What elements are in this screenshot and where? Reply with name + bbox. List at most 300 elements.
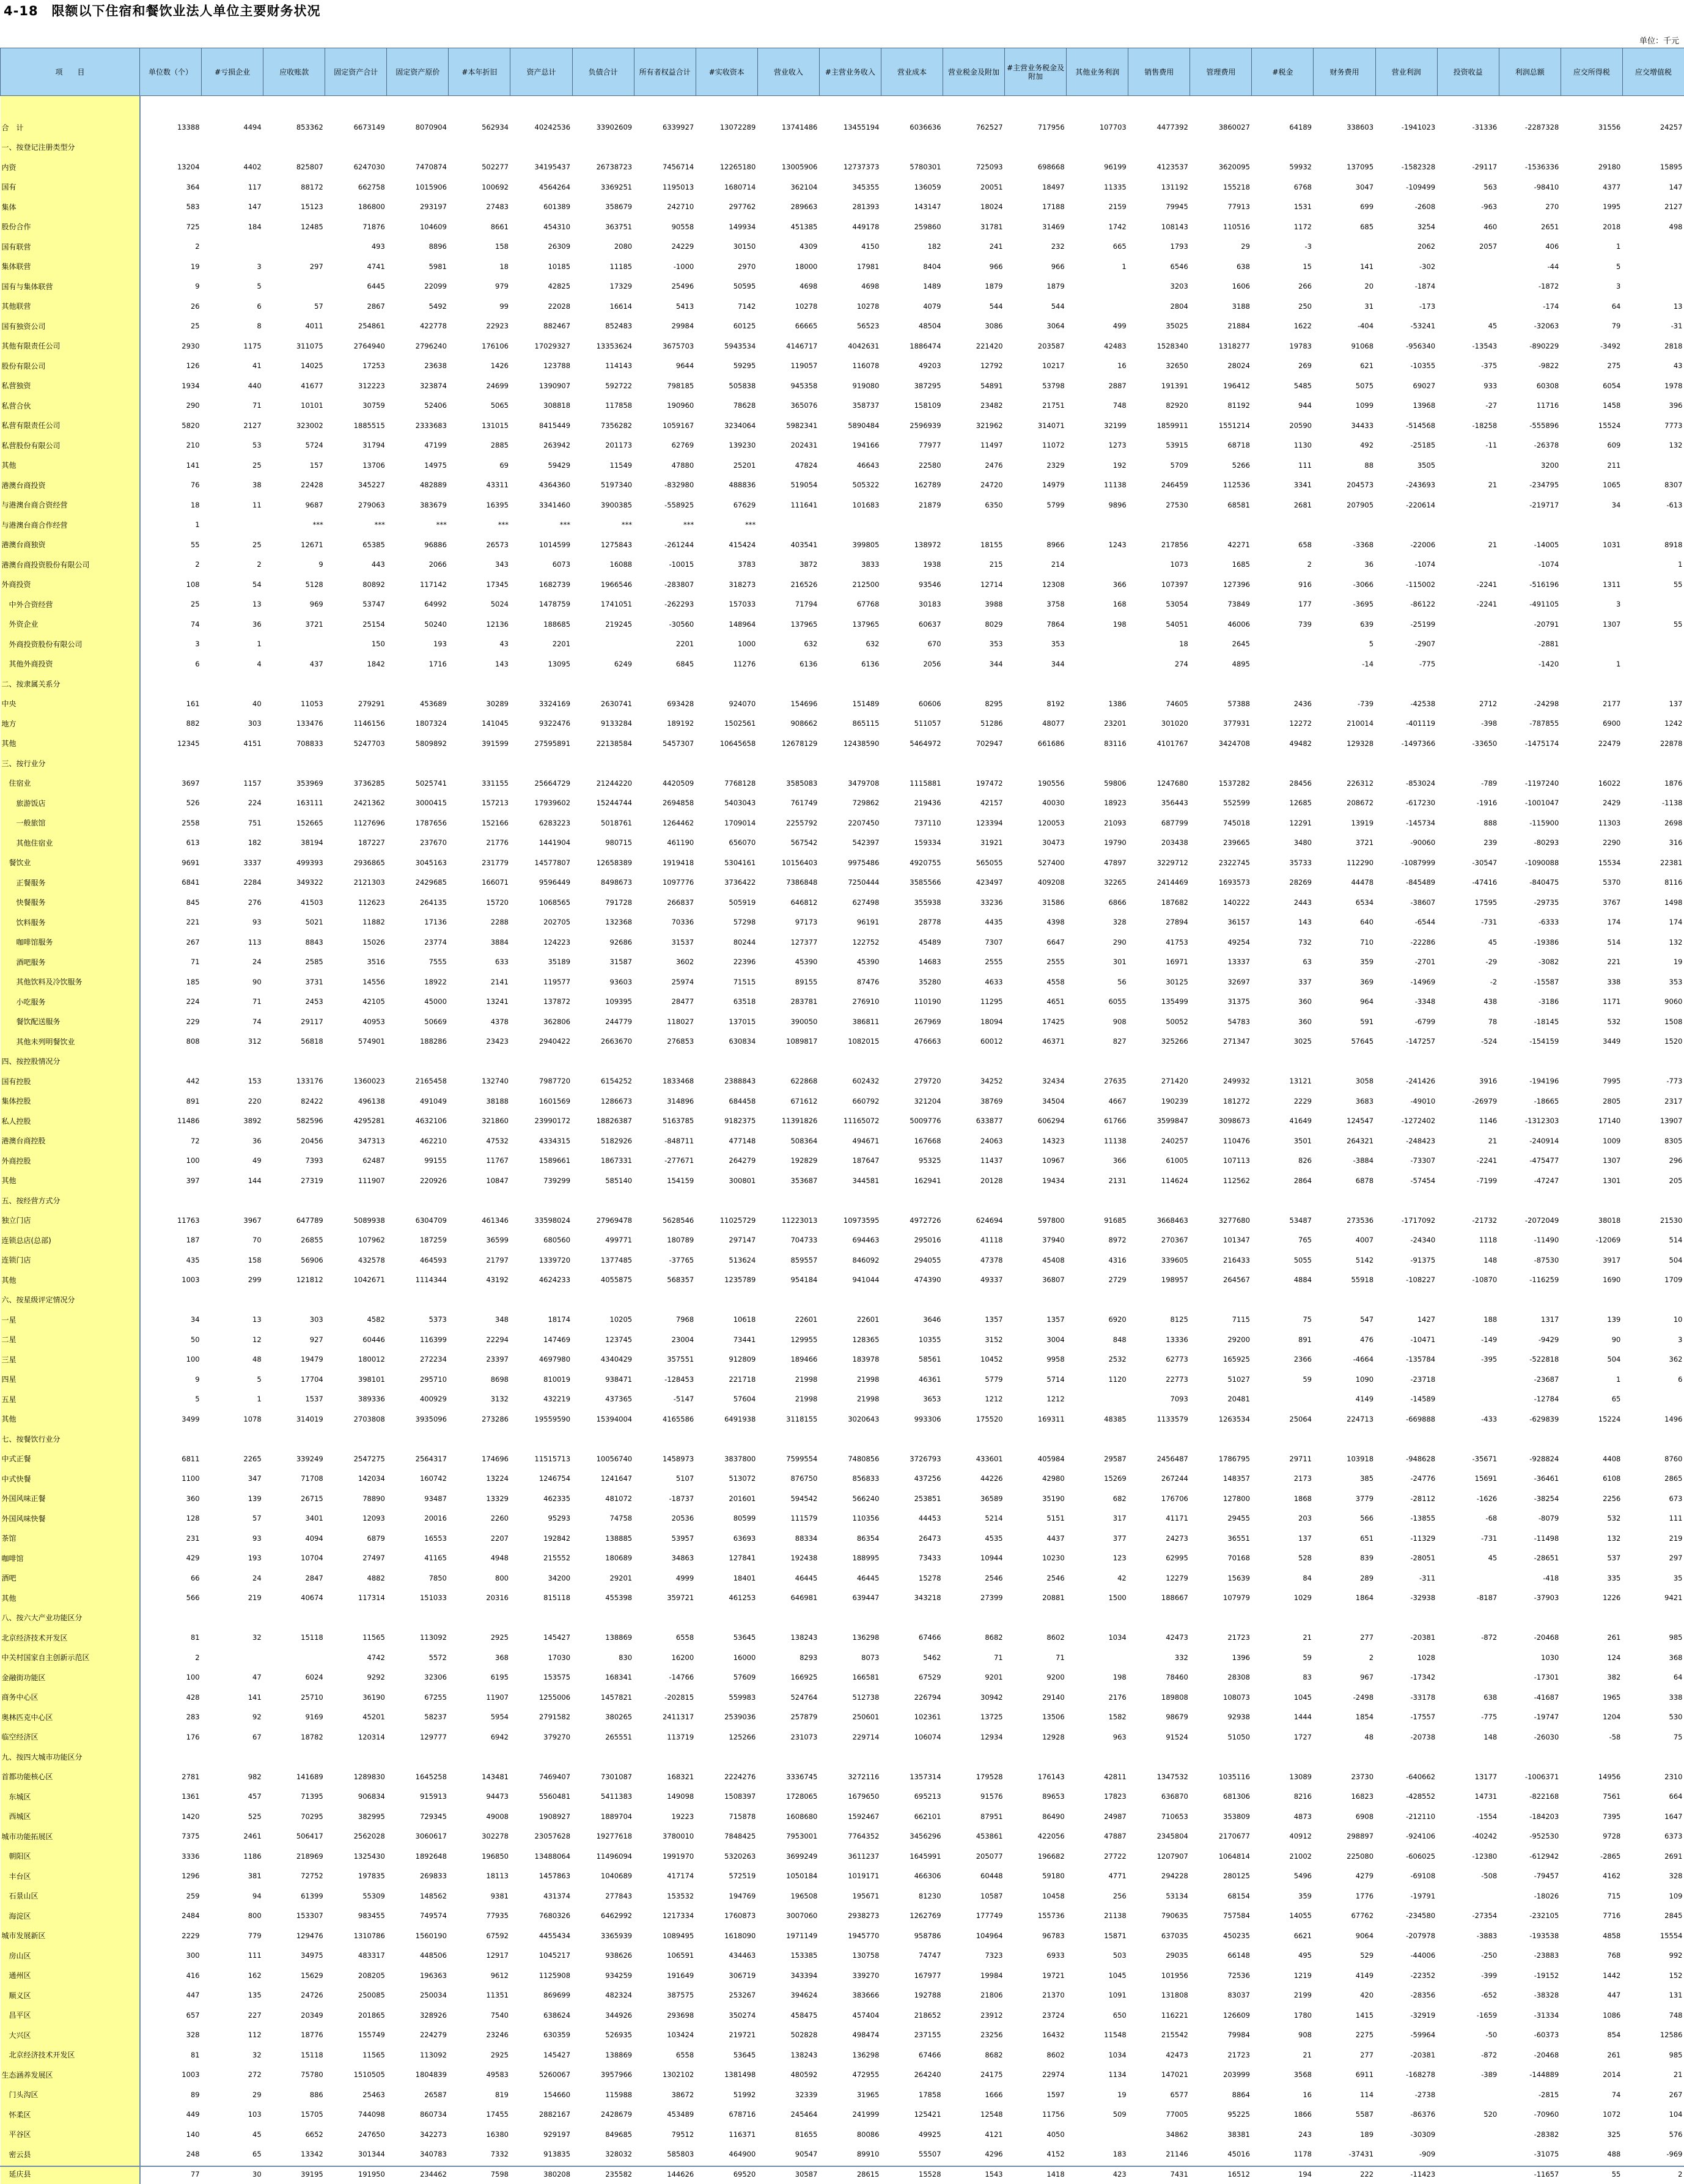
table-cell: 48 [202,1349,263,1370]
table-cell: -6333 [1499,912,1561,932]
table-cell: 31556 [1561,117,1622,138]
table-cell: 4123537 [1128,157,1190,177]
table-row [1,893,1684,913]
table-cell [449,138,510,158]
table-cell: 7764352 [819,1826,881,1846]
table-cell: -18026 [1499,1886,1561,1906]
table-cell: 74747 [881,1946,943,1966]
table-cell: 300801 [696,1171,757,1191]
table-cell: 1286673 [572,1091,634,1112]
table-cell: 109 [1622,1886,1684,1906]
table-cell: -10870 [1437,1270,1499,1290]
table-cell: -1000 [634,257,696,277]
table-cell: 6621 [1252,1926,1314,1946]
table-cell: 13336 [1128,1330,1190,1350]
header-column: #实收资本 [696,48,757,96]
table-cell: 96886 [387,535,449,555]
table-cell: 1991970 [634,1846,696,1867]
table-cell: 7555 [387,952,449,972]
table-cell: 9644 [634,356,696,376]
table-cell: -24298 [1499,694,1561,714]
table-row [1,1389,1684,1409]
table-cell: 4697980 [510,1349,572,1370]
table-cell: 110356 [819,1508,881,1529]
table-cell [1499,1608,1561,1628]
table-cell: 6546 [1128,257,1190,277]
table-cell: 141 [202,1688,263,1708]
table-cell: 264279 [696,1151,757,1171]
table-cell: 5 [140,1389,202,1409]
table-cell: 3365939 [572,1926,634,1946]
table-cell: 1212 [1005,1389,1067,1409]
table-cell: 193 [202,1548,263,1568]
table-row [1,932,1684,953]
table-cell: 24987 [1067,1807,1128,1827]
table-cell: 1045 [1252,1688,1314,1708]
table-cell: 344581 [819,1171,881,1191]
table-cell: 214 [1005,555,1067,575]
table-cell: 201601 [696,1489,757,1509]
table-cell [1190,1190,1252,1211]
table-cell [819,753,881,773]
table-cell: -731 [1437,1529,1499,1549]
table-row [1,1111,1684,1131]
table-cell: 665 [1067,237,1128,257]
table-cell: 710 [1314,932,1375,953]
table-cell: 505919 [696,893,757,913]
table-cell: 196508 [757,1886,819,1906]
row-label: 中式快餐 [1,1469,140,1489]
table-cell: 83116 [1067,734,1128,754]
table-cell: 11138 [1067,475,1128,495]
row-label: 私人控股 [1,1111,140,1131]
table-cell: 168321 [634,1767,696,1787]
table-cell [1067,1429,1128,1449]
table-cell: 1786795 [1190,1449,1252,1469]
table-cell: 969 [263,594,325,614]
table-cell: 3988 [943,594,1005,614]
table-cell: 19783 [1252,336,1314,356]
table-row [1,2065,1684,2085]
table-cell: 23774 [387,932,449,953]
table-cell: 8896 [387,237,449,257]
table-cell: 938626 [572,1946,634,1966]
table-cell: 1971149 [757,1926,819,1946]
table-cell: 8070904 [387,117,449,138]
table-cell [1375,1747,1437,1767]
table-cell [1561,753,1622,773]
table-cell: 572519 [696,1866,757,1886]
table-cell: 22138584 [572,734,634,754]
table-cell: 1045 [1067,1966,1128,1986]
table-cell: 100 [140,1349,202,1370]
table-cell: 383679 [387,495,449,515]
table-cell: 2796240 [387,336,449,356]
table-cell: 12345 [140,734,202,754]
table-cell: 29455 [1190,1508,1252,1529]
table-cell: -232105 [1499,1906,1561,1926]
table-cell: -59964 [1375,2025,1437,2045]
table-cell: 16432 [1005,2025,1067,2045]
table-cell: 7987720 [510,1071,572,1091]
table-cell [202,515,263,535]
table-cell: -1420 [1499,654,1561,674]
table-cell: 5809892 [387,734,449,754]
table-cell: 9691 [140,853,202,873]
table-cell [1622,674,1684,694]
table-cell: 10230 [1005,1548,1067,1568]
table-cell: 343218 [881,1588,943,1608]
table-cell: 61005 [1128,1151,1190,1171]
header-column: 负债合计 [572,48,634,96]
table-cell: 16 [1067,356,1128,376]
header-column: #主营业务收入 [819,48,881,96]
table-cell [449,674,510,694]
table-cell [510,1747,572,1767]
row-label: 外商投资股份有限公司 [1,634,140,654]
table-cell: 6462992 [572,1906,634,1926]
table-cell: 708833 [263,734,325,754]
table-cell: 316 [1622,833,1684,853]
table-cell [263,237,325,257]
table-cell: 4378 [449,1012,510,1032]
table-cell: 5413 [634,297,696,317]
table-cell: 45408 [1005,1250,1067,1271]
table-cell: 499771 [572,1230,634,1250]
table-cell: -11490 [1499,1230,1561,1250]
table-cell: 982 [202,1767,263,1787]
table-cell: 2940422 [510,1031,572,1052]
table-cell: 165925 [1190,1349,1252,1370]
table-cell: 40912 [1252,1826,1314,1846]
table-cell [1067,1389,1128,1409]
table-row [1,1588,1684,1608]
table-cell: -404 [1314,316,1375,336]
table-cell: 34433 [1314,416,1375,436]
table-cell: 673 [1622,1489,1684,1509]
table-cell: 1347532 [1128,1767,1190,1787]
table-cell [1622,1052,1684,1072]
table-cell [1561,1190,1622,1211]
table-cell: 2847 [263,1568,325,1588]
table-cell: 17823 [1067,1787,1128,1807]
table-cell: 481072 [572,1489,634,1509]
table-cell: 369 [1314,972,1375,992]
table-cell: 314071 [1005,416,1067,436]
table-cell [1067,674,1128,694]
table-cell: 127396 [1190,575,1252,595]
table-cell: 9322476 [510,714,572,734]
table-cell: 621 [1314,356,1375,376]
table-cell: 6652 [263,2125,325,2145]
table-cell: 41171 [1128,1508,1190,1529]
table-cell: 22974 [1005,2065,1067,2085]
table-cell: 638624 [510,2005,572,2026]
table-cell: 224713 [1314,1409,1375,1430]
table-row [1,773,1684,794]
table-cell: 5890484 [819,416,881,436]
table-cell: -3492 [1561,336,1622,356]
table-cell: 17345 [449,575,510,595]
table-cell: -154159 [1499,1031,1561,1052]
table-cell: 11497 [943,435,1005,456]
table-cell: 1089817 [757,1031,819,1052]
table-cell: 15691 [1437,1469,1499,1489]
table-cell: -29 [1437,952,1499,972]
table-cell: 1793 [1128,237,1190,257]
table-cell: 353 [943,634,1005,654]
table-cell: 3456296 [881,1826,943,1846]
table-cell: 22601 [757,1310,819,1330]
table-cell: 49583 [449,2065,510,2085]
table-cell: 1978 [1622,376,1684,396]
table-cell: 57604 [696,1389,757,1409]
table-cell: 55 [140,535,202,555]
table-cell: 12136 [449,614,510,635]
header-column: 所有者权益合计 [634,48,696,96]
table-cell: 576 [1622,2125,1684,2145]
table-cell: 27635 [1067,1071,1128,1091]
row-label: 外国风味快餐 [1,1508,140,1529]
table-cell: 992 [1622,1946,1684,1966]
table-cell: 791728 [572,893,634,913]
table-cell: 2970 [696,257,757,277]
table-cell: 61766 [1067,1111,1128,1131]
table-cell: -8187 [1437,1588,1499,1608]
table-cell: 19721 [1005,1966,1067,1986]
table-cell: 26587 [387,2085,449,2105]
table-cell: 10645658 [696,734,757,754]
table-cell: 308818 [510,396,572,416]
table-cell: 1120 [1067,1370,1128,1390]
table-cell: 127800 [1190,1489,1252,1509]
table-cell: 20128 [943,1171,1005,1191]
table-cell: 137 [1252,1529,1314,1549]
table-cell: 55918 [1314,1270,1375,1290]
table-cell: 2532 [1067,1349,1128,1370]
table-cell [1190,515,1252,535]
table-cell: 6055 [1067,992,1128,1012]
table-cell: 253851 [881,1489,943,1509]
table-cell [943,1608,1005,1628]
table-cell: 6673149 [325,117,387,138]
table-cell: 848 [1067,1330,1128,1350]
table-cell: 332 [1128,1648,1190,1668]
table-cell: 194769 [696,1886,757,1906]
table-cell: 277 [1314,1628,1375,1648]
table-cell [387,1429,449,1449]
table-cell: 23482 [943,396,1005,416]
table-cell: 5214 [943,1508,1005,1529]
table-cell: 3683 [1314,1091,1375,1112]
table-cell: 3336 [140,1846,202,1867]
table-cell: 20590 [1252,416,1314,436]
header-column: 固定资产原价 [387,48,449,96]
table-cell: 5151 [1005,1508,1067,1529]
table-cell: 93603 [572,972,634,992]
table-cell: 279063 [325,495,387,515]
table-row [1,1171,1684,1191]
table-cell [1190,1608,1252,1628]
row-label: 外商控股 [1,1151,140,1171]
table-cell: 45000 [387,992,449,1012]
table-cell: 627498 [819,893,881,913]
table-cell: -963 [1437,197,1499,217]
table-cell: -108227 [1375,1270,1437,1290]
table-cell: 96783 [1005,1926,1067,1946]
table-cell: 3611237 [819,1846,881,1867]
table-cell [1190,1429,1252,1449]
row-label: 其他 [1,1270,140,1290]
table-cell: 78628 [696,396,757,416]
table-cell: 2547275 [325,1449,387,1469]
table-cell: 732 [1252,932,1314,953]
table-cell: 1207907 [1128,1846,1190,1867]
table-cell: 67466 [881,1628,943,1648]
table-cell: 383666 [819,1985,881,2005]
table-cell: 3935096 [387,1409,449,1430]
table-cell: 275 [1561,356,1622,376]
table-cell: 10156403 [757,853,819,873]
table-cell: 4055875 [572,1270,634,1290]
table-cell: 2663670 [572,1031,634,1052]
table-cell: 126 [140,356,202,376]
table-row [1,237,1684,257]
table-cell: 1647 [1622,1807,1684,1827]
table-cell: 8698 [449,1370,510,1390]
table-cell: 20016 [387,1508,449,1529]
table-cell: 632 [819,634,881,654]
table-cell [387,1290,449,1310]
table-cell [1190,1290,1252,1310]
row-label: 小吃服务 [1,992,140,1012]
table-row [1,674,1684,694]
table-cell: 458475 [757,2005,819,2026]
table-cell: 513624 [696,1250,757,1271]
table-cell: 7386848 [757,872,819,893]
table-cell: 15118 [263,2045,325,2065]
table-cell: 45 [1437,932,1499,953]
table-cell: 68154 [1190,1886,1252,1906]
table-cell: 73849 [1190,594,1252,614]
table-cell: 117314 [325,1588,387,1608]
table-cell: 639447 [819,1588,881,1608]
table-cell: 32 [202,1628,263,1648]
table-cell: -522818 [1499,1349,1561,1370]
table-cell: 967 [1314,1667,1375,1688]
table-cell: 2066 [387,555,449,575]
table-cell: 762527 [943,117,1005,138]
table-cell: 22381 [1622,853,1684,873]
table-cell: 495 [1252,1946,1314,1966]
table-cell: 4582 [325,1310,387,1330]
table-cell: 1009 [1561,1131,1622,1151]
table-cell: -38328 [1499,1985,1561,2005]
table-cell [1622,138,1684,158]
table-cell [263,1190,325,1211]
table-cell: 6558 [634,2045,696,2065]
table-cell: 55309 [325,1886,387,1906]
table-cell: 11496094 [572,1846,634,1867]
table-cell: 1275843 [572,535,634,555]
table-cell: 1078 [202,1409,263,1430]
row-label: 外资企业 [1,614,140,635]
header-column: 固定资产合计 [325,48,387,96]
table-cell: 11138 [1067,1131,1128,1151]
table-cell: 15224 [1561,1409,1622,1430]
table-cell: 4948 [449,1548,510,1568]
table-cell: -70960 [1499,2105,1561,2125]
table-cell: 3900385 [572,495,634,515]
table-cell: 368 [449,1648,510,1668]
table-cell: -787855 [1499,714,1561,734]
table-cell: 2845 [1622,1906,1684,1926]
table-cell [696,674,757,694]
table-cell: 218969 [263,1846,325,1867]
table-cell: 3188 [1190,297,1252,317]
table-cell: 1241647 [572,1469,634,1489]
table-cell: 4101767 [1128,734,1190,754]
table-cell: 13 [1622,297,1684,317]
table-cell [819,1290,881,1310]
table-cell: 1310786 [325,1926,387,1946]
table-cell [387,138,449,158]
table-row [1,297,1684,317]
table-cell: 78890 [325,1489,387,1509]
table-cell: 6024 [263,1667,325,1688]
table-cell: 62487 [325,1151,387,1171]
table-cell: 331155 [449,773,510,794]
table-cell: 150 [325,634,387,654]
table-cell: 3 [1561,276,1622,297]
table-cell: 399805 [819,535,881,555]
table-cell: 1589661 [510,1151,572,1171]
table-cell: 2 [1252,555,1314,575]
table-cell: 7332 [449,2144,510,2164]
table-cell: 344 [943,654,1005,674]
table-cell: -21732 [1437,1211,1499,1231]
table-cell: 1086 [1561,2005,1622,2026]
table-cell: 106074 [881,1727,943,1747]
table-cell: -37431 [1314,2144,1375,2164]
table-cell: 28269 [1252,872,1314,893]
table-cell: 2562028 [325,1826,387,1846]
table-cell: 1 [1561,654,1622,674]
table-cell: 1014599 [510,535,572,555]
table-cell: 53915 [1128,435,1190,456]
table-cell: 30759 [325,396,387,416]
table-cell: 183 [1067,2144,1128,2164]
table-cell: 219436 [881,793,943,813]
table-cell [757,1052,819,1072]
table-cell: 67466 [881,2045,943,2065]
table-cell: 1742 [1067,217,1128,237]
table-cell: 453489 [634,2105,696,2125]
table-cell: 219245 [572,614,634,635]
table-cell: 290 [1067,932,1128,953]
table-cell: 30150 [696,237,757,257]
table-cell: 2781 [140,1767,202,1787]
row-label: 集体 [1,197,140,217]
table-cell: 38194 [263,833,325,853]
table-cell: 18094 [943,1012,1005,1032]
table-cell [1252,674,1314,694]
table-cell: 92938 [1190,1707,1252,1727]
table-cell: 189808 [1128,1688,1190,1708]
table-cell: 5464972 [881,734,943,754]
table-cell: 264321 [1314,1131,1375,1151]
table-cell: 347 [202,1469,263,1489]
